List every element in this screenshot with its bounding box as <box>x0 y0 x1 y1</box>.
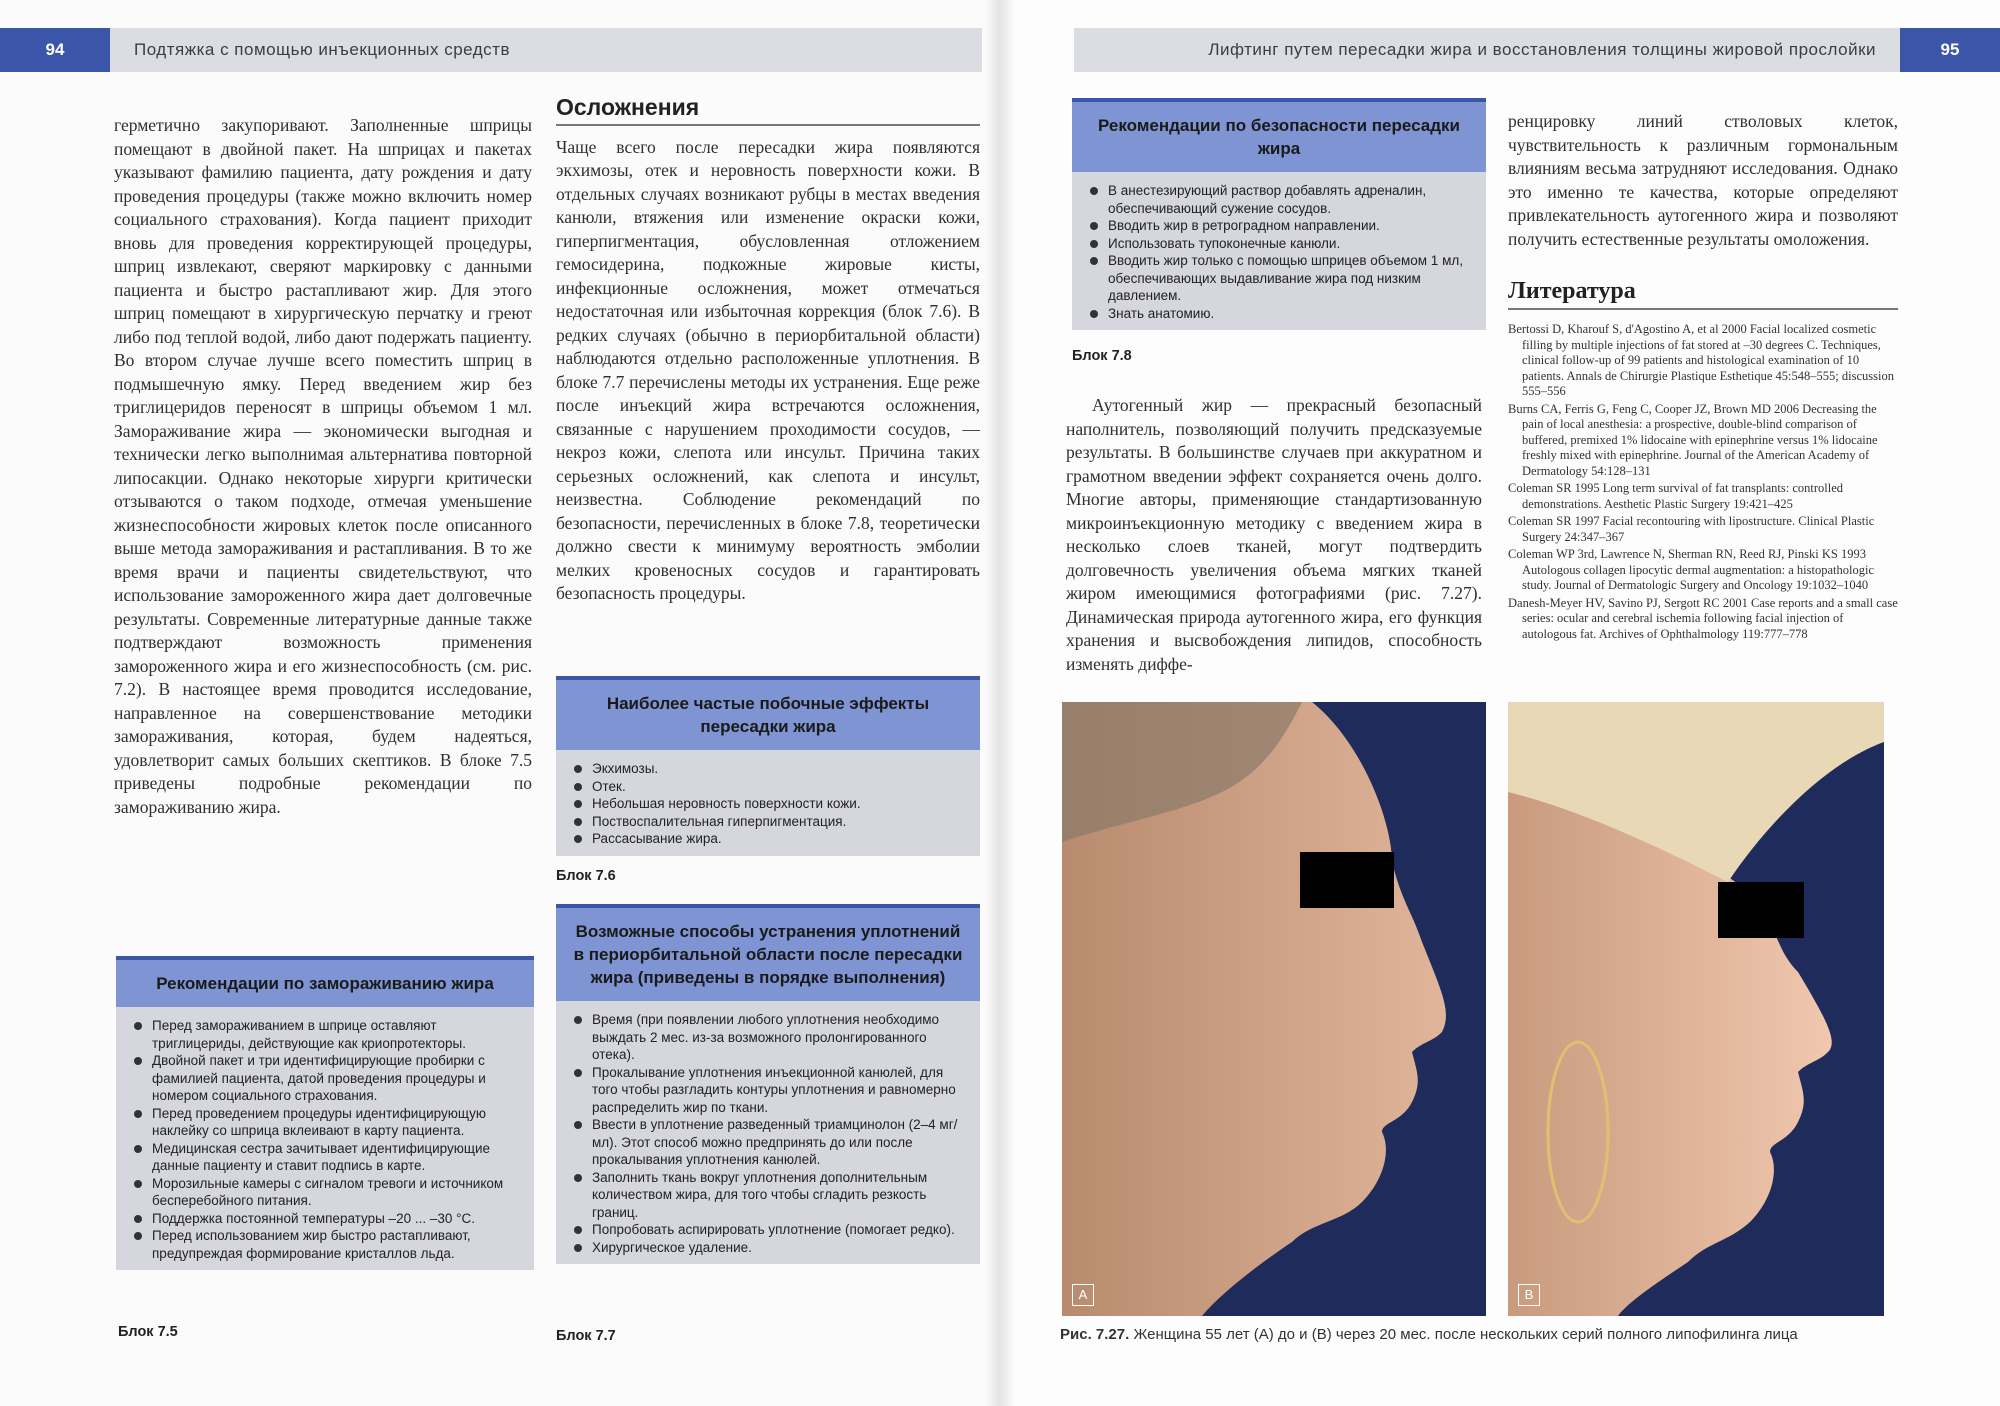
body-paragraph: герметично закупоривают. Заполненные шприцы помещают в двойной пакет. На шприцах и пакетах указывают фамилию пациента, дату рождения и дату проведения процедуры (также можно включить номер социального страхования). Когда пациент приходит вновь для проведения корректирующей процедуры, шприц извлекают, сверяют маркировку с данными пациента и быстро растапливают жир. Для этого шприц помещают в хирургическую перчатку и греют либо под теплой водой, либо дают подержать пациенту. Во втором случае лучше всего поместить шприц в подмышечную ямку. Перед введением жир без триглицеридов переносят в шприцы объемом 1 мл. Замораживание жира — экономически выгодная и технически легко выполнимая альтернатива повторной липосакции. Однако некоторые хирурги критически отзываются о таком подходе, отмечая уменьшение жизнеспособности жировых клеток после описанного выше метода замораживания и растапливания. В то же время врачи и пациенты свидетельствуют, что использование замороженного жира дает долговечные результаты. Современные литературные данные также подтверждают возможность применения замороженного жира и его жизнеспособность (см. рис. 7.2). В настоящее время проводится исследование, направленное на совершенствование методики замораживания, которая, будем надеяться, удовлетворит самых больших скептиков. В блоке 7.5 приведены подробные рекомендации по замораживанию жира. <box>114 115 532 817</box>
face-profile-b-image <box>1508 702 1884 1316</box>
page-number-left: 94 <box>0 28 110 72</box>
list-item: Двойной пакет и три идентифицирующие пробирки с фамилией пациента, датой проведения процедуры и номером социального страхования. <box>130 1052 520 1105</box>
list-item: Ввести в уплотнение разведенный триамцинолон (2–4 мг/мл). Этот способ можно предпринять до или после прокалывания уплотнения канюлей. <box>570 1116 966 1169</box>
body-paragraph: ренцировку линий стволовых клеток, чувствительность к различным гормональным влияниям весьма затрудняют исследования. Однако это именно те качества, которые определяют привлекательность аутогенного жира и позволяют получить естественные результаты омоложения. <box>1508 111 1898 249</box>
figure-caption-text: Женщина 55 лет (A) до и (B) через 20 мес. после нескольких серий полного липофилинга лица <box>1133 1326 1798 1343</box>
page-number-right: 95 <box>1900 28 2000 72</box>
box-7-5 <box>116 956 534 1270</box>
reference-item: Bertossi D, Kharouf S, d'Agostino A, et al 2000 Facial localized cosmetic filling by multiple injections of fat stored at –30 degrees C. Techniques, clinical follow-up of 99 patients and histological examination of 10 patients. Annals de Chirurgie Plastique Esthetique 45:548–555; discussion 555–556 <box>1508 322 1894 398</box>
list-item: Морозильные камеры с сигналом тревоги и источником бесперебойного питания. <box>130 1175 520 1210</box>
list-item: Перед использованием жир быстро растапливают, предупреждая формирование кристаллов льда. <box>130 1227 520 1262</box>
book-gutter-shadow <box>985 0 1015 1406</box>
complications-paragraph: Чаще всего после пересадки жира появляются экхимозы, отек и неровность поверхности кожи. В отдельных случаях возникают рубцы в местах введения канюли, втяжения или изменение окраски кожи, гиперпигментация, обусловленная отложением гемосидерина, подкожные жировые кисты, инфекционные осложнения, может отмечаться недостаточная или избыточная коррекция (блок 7.6). В редких случаях (обычно в периорбитальной области) наблюдаются отдельно расположенные уплотнения. В блоке 7.7 перечислены методы их устранения. Еще реже после инъекций жира встречаются осложнения, связанные с нарушением проходимости сосудов, — некроз кожи, слепота или инсульт. Причина таких серьезных осложнений, как слепота и инсульт, неизвестна. Соблюдение рекомендаций по безопасности, перечисленных в блоке 7.8, теоретически должно свести к минимуму вероятность эмболии мелких кровеносных сосудов и гарантировать безопасность процедуры. <box>556 136 980 603</box>
box-7-5-list <box>116 1007 534 1270</box>
photo-b <box>1508 702 1884 1316</box>
figure-number: Рис. 7.27. <box>1060 1326 1130 1343</box>
box-7-8-title: Рекомендации по безопасности пересадки жира <box>1072 98 1486 172</box>
list-item: Отек. <box>570 778 966 796</box>
list-item: Рассасывание жира. <box>570 830 966 848</box>
box-7-5-title: Рекомендации по замораживанию жира <box>116 956 534 1007</box>
box-7-8 <box>1072 98 1486 330</box>
right-header-bar <box>1074 28 2000 72</box>
photo-b-label: B <box>1518 1284 1540 1306</box>
list-item: Поствоспалительная гиперпигментация. <box>570 813 966 831</box>
eye-censor-bar <box>1300 852 1394 908</box>
box-7-7-title: Возможные способы устранения уплотнений в периорбитальной области после пересадки жира (приведены в порядке выполнения) <box>556 904 980 1001</box>
references-section <box>1508 280 1898 316</box>
complications-section <box>556 96 980 606</box>
right-column-text <box>1508 110 1898 251</box>
box-7-8-list <box>1072 172 1486 330</box>
reference-item: Burns CA, Ferris G, Feng C, Cooper JZ, Brown MD 2006 Decreasing the pain of local anesthesia: a prospective, double-blind comparison of buffered, premixed 1% lidocaine with epinephrine versus 1% lidocaine freshly mixed with epinephrine. Journal of the American Academy of Dermatology 54:128–131 <box>1508 401 1878 478</box>
box-7-6 <box>556 676 980 856</box>
list-item: Использовать тупоконечные канюли. <box>1086 235 1472 253</box>
running-title-right: Лифтинг путем пересадки жира и восстановления толщины жировой прослойки <box>1208 40 1876 59</box>
list-item: Вводить жир только с помощью шприцев объемом 1 мл, обеспечивающих выдавливание жира под низким давлением. <box>1086 252 1472 305</box>
box-7-8-label: Блок 7.8 <box>1072 348 1132 364</box>
box-7-7-label: Блок 7.7 <box>556 1328 616 1344</box>
face-profile-a-image <box>1062 702 1486 1316</box>
box-7-7 <box>556 904 980 1264</box>
list-item: Попробовать аспирировать уплотнение (помогает редко). <box>570 1221 966 1239</box>
reference-item: Coleman SR 1997 Facial recontouring with lipostructure. Clinical Plastic Surgery 24:347–367 <box>1508 514 1875 544</box>
box-7-6-list <box>556 750 980 856</box>
box-7-6-title: Наиболее частые побочные эффекты пересадки жира <box>556 676 980 750</box>
list-item: Вводить жир в ретроградном направлении. <box>1086 217 1472 235</box>
reference-item: Coleman WP 3rd, Lawrence N, Sherman RN, Reed RJ, Pinski KS 1993 Autologous collagen lipocytic dermal augmentation: a histopathologic study. Journal of Dermatologic Surgery and Oncology 19:1032–1040 <box>1508 547 1875 592</box>
box-7-5-label: Блок 7.5 <box>118 1324 178 1340</box>
list-item: Прокалывание уплотнения инъекционной канюлей, для того чтобы разгладить контуры уплотнения и равномерно распределить жир по ткани. <box>570 1064 966 1117</box>
list-item: Медицинская сестра зачитывает идентифицирующие данные пациенту и ставит подпись в карте. <box>130 1140 520 1175</box>
left-column-text <box>114 114 532 819</box>
references-heading: Литература <box>1508 280 1898 310</box>
list-item: Перед проведением процедуры идентифицирующую наклейку со шприца вклеивают в карту пациента. <box>130 1105 520 1140</box>
list-item: Заполнить ткань вокруг уплотнения дополнительным количеством жира, для того чтобы сгладить резкость границ. <box>570 1169 966 1222</box>
running-title-left: Подтяжка с помощью инъекционных средств <box>134 40 510 59</box>
box-7-7-list <box>556 1001 980 1264</box>
photo-a-label: A <box>1072 1284 1094 1306</box>
list-item: Знать анатомию. <box>1086 305 1472 323</box>
list-item: Экхимозы. <box>570 760 966 778</box>
eye-censor-bar <box>1718 882 1804 938</box>
list-item: В анестезирующий раствор добавлять адреналин, обеспечивающий сужение сосудов. <box>1086 182 1472 217</box>
list-item: Небольшая неровность поверхности кожи. <box>570 795 966 813</box>
list-item: Перед замораживанием в шприце оставляют триглицериды, действующие как криопротекторы. <box>130 1017 520 1052</box>
list-item: Хирургическое удаление. <box>570 1239 966 1257</box>
body-paragraph: Аутогенный жир — прекрасный безопасный наполнитель, позволяющий получить предсказуемые результаты. В большинстве случаев при аккуратном и грамотном введении эффект сохраняется очень долго. Многие авторы, применяющие стандартизованную микроинъекционную методику с введением жира в несколько слоев тканей, могут подтвердить долговечность увеличения объема мягких тканей жиром имеющимися фотографиями (рис. 7.27). Динамическая природа аутогенного жира, его функция хранения и высвобождения липидов, способность изменять диффе- <box>1066 395 1482 674</box>
middle-column-text <box>1066 394 1482 676</box>
photo-a <box>1062 702 1486 1316</box>
box-7-6-label: Блок 7.6 <box>556 868 616 884</box>
list-item: Время (при появлении любого уплотнения необходимо выждать 2 мес. из-за возможного пролонгированного отека). <box>570 1011 966 1064</box>
complications-heading: Осложнения <box>556 96 980 126</box>
figure-caption <box>1060 1326 1920 1343</box>
reference-item: Danesh-Meyer HV, Savino PJ, Sergott RC 2001 Case reports and a small case series: ocular and cerebral ischemia following facial injection of autologous fat. Archives of Ophthalmology 119:777–778 <box>1508 595 1898 641</box>
left-header-bar <box>0 28 982 72</box>
references-list <box>1508 322 1898 644</box>
list-item: Поддержка постоянной температуры –20 ... –30 °С. <box>130 1210 520 1228</box>
reference-item: Coleman SR 1995 Long term survival of fat transplants: controlled demonstrations. Aesthetic Plastic Surgery 19:421–425 <box>1508 481 1844 511</box>
